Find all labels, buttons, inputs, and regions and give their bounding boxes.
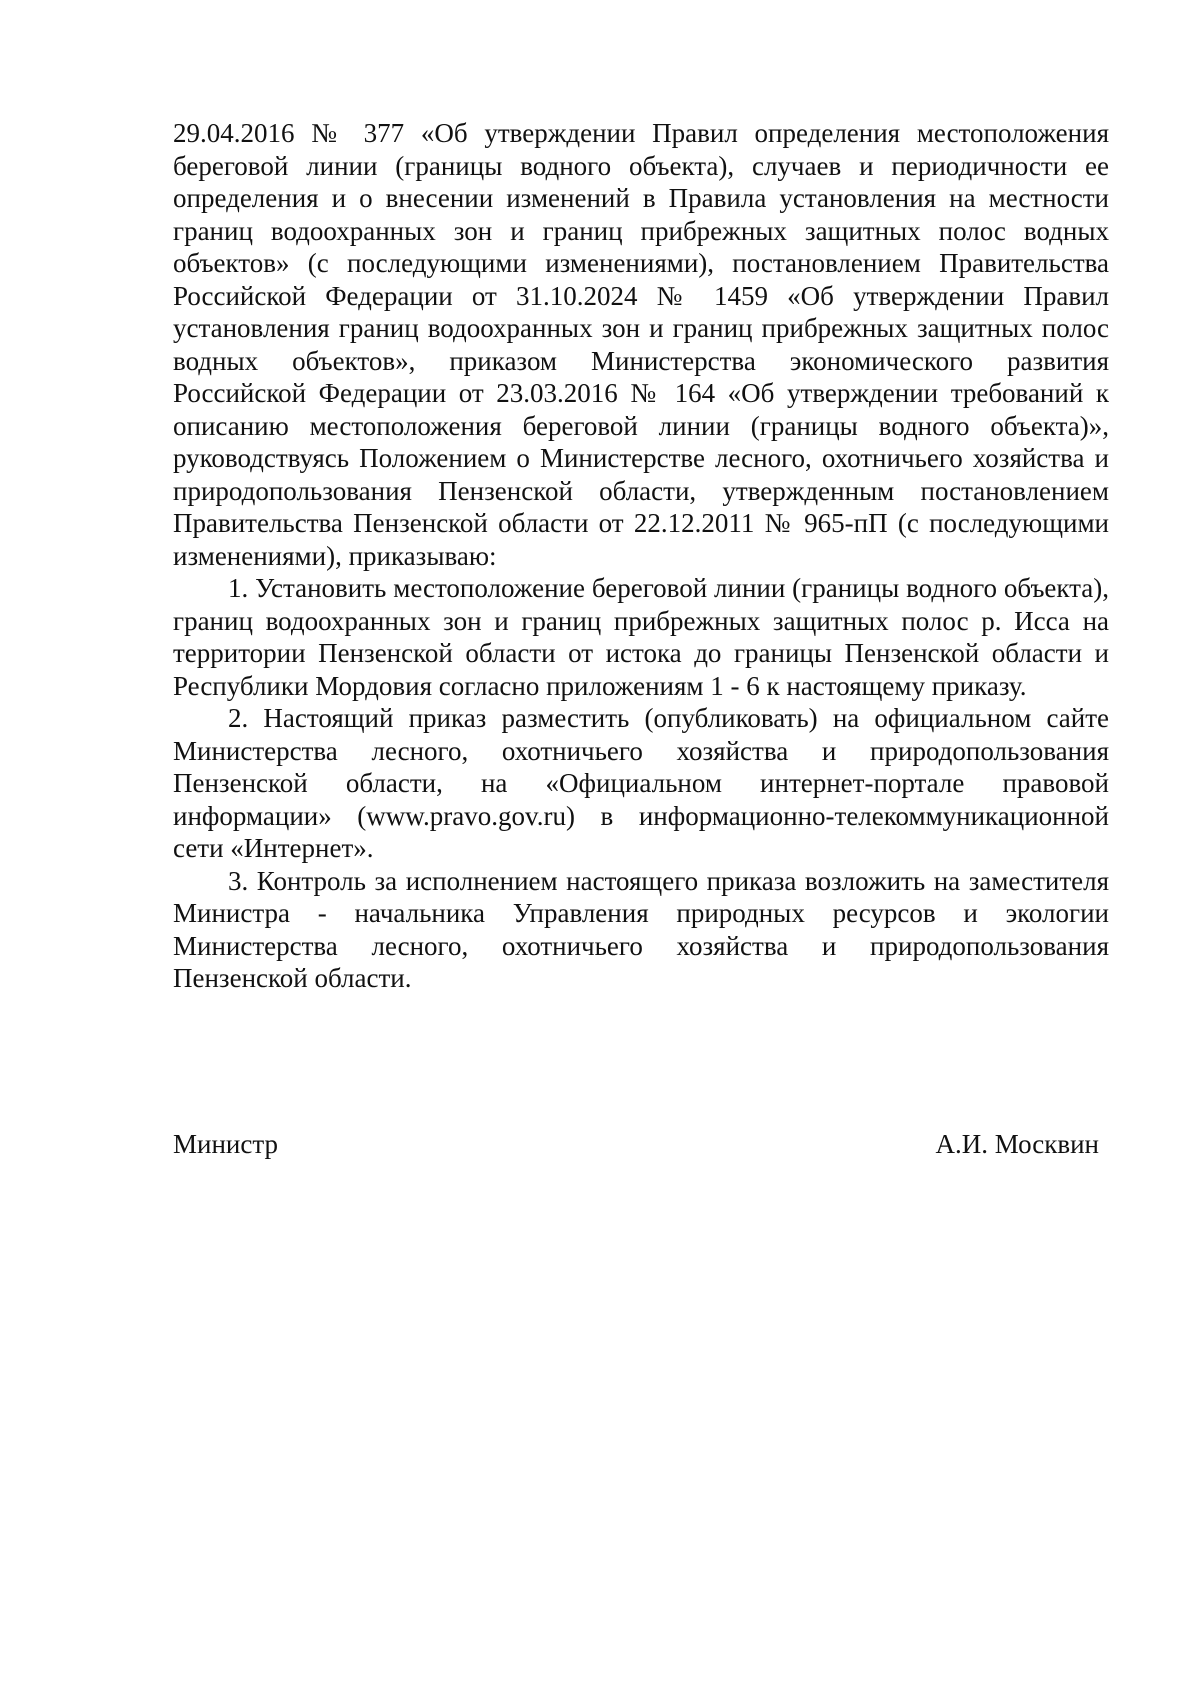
order-item-1: 1. Установить местоположение береговой линии (границы водного объекта), границ водоохранных зон и границ прибрежных защитных полос р. Исса на территории Пензенской области от истока до границы Пензенской области и Республики Мордовия согласно приложениям 1 - 6 к настоящему приказу. — [173, 573, 1109, 701]
signatory-name: А.И. Москвин — [935, 1129, 1099, 1159]
order-item-2: 2. Настоящий приказ разместить (опубликовать) на официальном сайте Министерства лесного, охотничьего хозяйства и природопользования Пензенской области, на «Официальном интернет-портале правовой информации» (www.pravo.gov.ru) в информационно-телекоммуникационной сети «Интернет». — [173, 703, 1109, 863]
intro-paragraph: 29.04.2016 № 377 «Об утверждении Правил определения местоположения береговой линии (границы водного объекта), случаев и периодичности ее определения и о внесении изменений в Правила установления на местности границ водоохранных зон и границ прибрежных защитных полос водных объектов» (с последующими изменениями), постановлением Правительства Российской Федерации от 31.10.2024 № 1459 «Об утверждении Правил установления границ водоохранных зон и границ прибрежных защитных полос водных объектов», приказом Министерства экономического развития Российской Федерации от 23.03.2016 № 164 «Об утверждении требований к описанию местоположения береговой линии (границы водного объекта)», руководствуясь Положением о Министерстве лесного, охотничьего хозяйства и природопользования Пензенской области, утвержденным постановлением Правительства Пензенской области от 22.12.2011 № 965-пП (с последующими изменениями), приказываю: — [173, 118, 1109, 571]
signatory-position: Министр — [173, 1129, 278, 1159]
document-body — [173, 117, 1109, 995]
order-item-3: 3. Контроль за исполнением настоящего приказа возложить на заместителя Министра - начальника Управления природных ресурсов и экологии Министерства лесного, охотничьего хозяйства и природопользования Пензенской области. — [173, 865, 1109, 993]
